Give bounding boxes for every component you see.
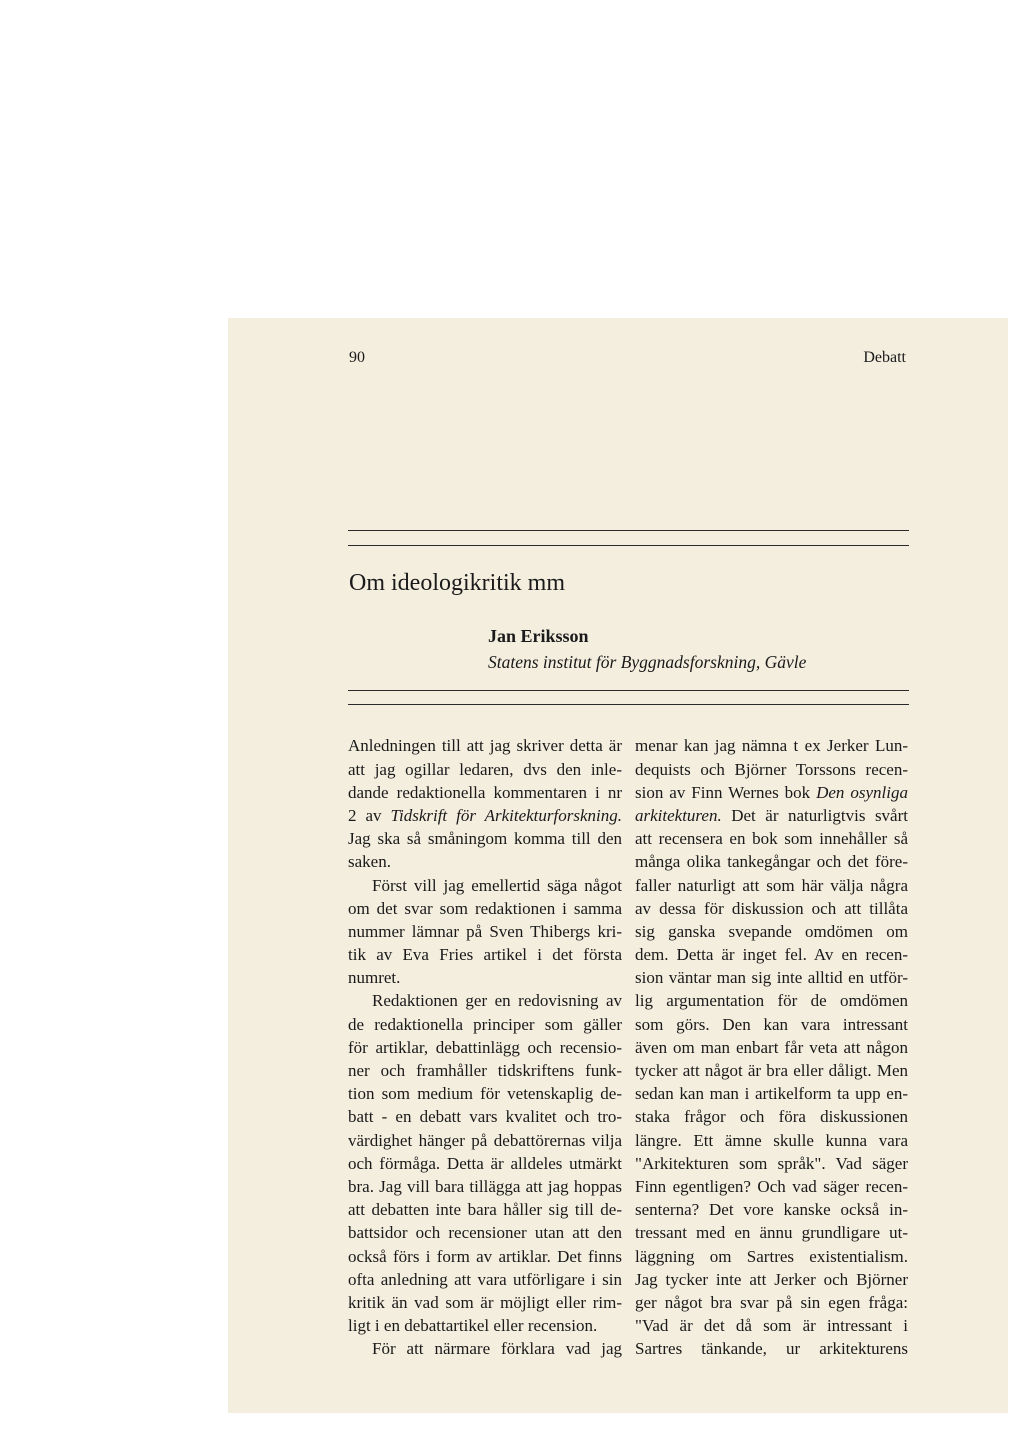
text-line: att recensera en bok som innehåller så	[635, 829, 908, 849]
text-line: läggning om Sartres existentialism.	[635, 1246, 908, 1266]
text-line: för artiklar, debattinlägg och recensio-	[348, 1037, 622, 1057]
page-number: 90	[349, 349, 365, 366]
text-line: För att närmare förklara vad jag	[372, 1339, 622, 1359]
text-line: tycker att något är bra eller dåligt. Men	[635, 1061, 908, 1081]
text-line: bra. Jag vill bara tillägga att jag hoppas	[348, 1176, 622, 1196]
text-line: ner och framhåller tidskriftens funk-	[348, 1061, 622, 1081]
text-line: Sartres tänkande, ur arkitekturens	[635, 1339, 908, 1359]
body-column-right	[635, 734, 908, 1360]
text-line	[635, 781, 908, 804]
paragraph	[348, 874, 622, 990]
text-line: numret.	[348, 968, 401, 988]
text-line	[348, 804, 622, 827]
paragraph	[348, 989, 622, 1337]
text-line: dequists och Björner Torssons recen-	[635, 759, 908, 779]
text-line: senterna? Det vore kanske också in-	[635, 1200, 908, 1220]
text-line: sion väntar man sig inte alltid en utför-	[635, 968, 908, 988]
text-line: faller naturligt att som här välja några	[635, 875, 908, 895]
text-line: ofta anledning att vara utförligare i sin	[348, 1269, 622, 1289]
text-line: längre. Ett ämne skulle kunna vara	[635, 1130, 908, 1150]
text-line: också förs i form av artiklar. Det finns	[348, 1246, 622, 1266]
author-affiliation: Statens institut för Byggnadsforskning, Gävle	[488, 652, 807, 672]
text-segment: 2 av	[348, 805, 391, 825]
paragraph	[348, 1337, 622, 1360]
text-line: staka frågor och föra diskussionen	[635, 1107, 908, 1127]
text-line: tik av Eva Fries artikel i det första	[348, 945, 622, 965]
text-line: att jag ogillar ledaren, dvs den inle-	[348, 759, 622, 779]
text-line: kritik än vad som är möjligt eller rim-	[348, 1292, 622, 1312]
text-line	[635, 804, 908, 827]
paragraph	[348, 734, 622, 873]
text-line: Redaktionen ger en redovisning av	[372, 991, 622, 1011]
text-line: tion som medium för vetenskaplig de-	[348, 1084, 622, 1104]
text-line: som görs. Den kan vara intressant	[635, 1014, 908, 1034]
text-line: ger något bra svar på sin egen fråga:	[635, 1292, 908, 1312]
text-line: även om man enbart får veta att någon	[635, 1037, 908, 1057]
text-line: de redaktionella principer som gäller	[348, 1014, 622, 1034]
text-line: lig argumentation för de omdömen	[635, 991, 908, 1011]
text-line: "Vad är det då som är intressant i	[635, 1316, 908, 1336]
text-line: battsidor och recensioner utan att den	[348, 1223, 622, 1243]
text-line: menar kan jag nämna t ex Jerker Lun-	[635, 736, 908, 756]
text-line: Finn egentligen? Och vad säger recen-	[635, 1176, 908, 1196]
rule-bottom-upper	[348, 690, 909, 691]
body-column-left	[348, 734, 622, 1360]
text-line: Först vill jag emellertid säga något	[372, 875, 622, 895]
text-segment: Det är naturligtvis svårt	[721, 805, 908, 825]
text-line: Jag tycker inte att Jerker och Björner	[635, 1269, 908, 1289]
text-line: och förmåga. Detta är alldeles utmärkt	[348, 1153, 622, 1173]
text-line: sig ganska svepande omdömen om	[635, 921, 908, 941]
text-line: dem. Detta är inget fel. Av en recen-	[635, 945, 908, 965]
text-line: av dessa för diskussion och att tillåta	[635, 898, 908, 918]
text-line: nummer lämnar på Sven Thibergs kri-	[348, 921, 622, 941]
text-line: sedan kan man i artikelform ta upp en-	[635, 1084, 908, 1104]
text-line: tressant med en ännu grundligare ut-	[635, 1223, 908, 1243]
text-line: att debatten inte bara håller sig till de-	[348, 1200, 622, 1220]
text-line: Anledningen till att jag skriver detta är	[348, 736, 622, 756]
article-title: Om ideologikritik mm	[349, 570, 565, 596]
text-line: saken.	[348, 852, 391, 872]
rule-top-lower	[348, 545, 909, 546]
italic-text: arkitekturen.	[635, 805, 722, 825]
text-line: dande redaktionella kommentaren i nr	[348, 782, 622, 802]
italic-text: Den osynliga	[816, 782, 908, 802]
text-line: värdighet hänger på debattörernas vilja	[348, 1130, 622, 1150]
text-line: ligt i en debattartikel eller recension.	[348, 1316, 598, 1336]
text-line: "Arkitekturen som språk". Vad säger	[635, 1153, 908, 1173]
article-author: Jan Eriksson	[488, 626, 589, 646]
rule-bottom-lower	[348, 704, 909, 705]
text-line: batt - en debatt vars kvalitet och tro-	[348, 1107, 622, 1127]
section-label: Debatt	[863, 349, 906, 366]
rule-top-upper	[348, 530, 909, 531]
text-line: om det svar som redaktionen i samma	[348, 898, 622, 918]
italic-text: Tidskrift för Arkitekturforskning.	[390, 805, 622, 825]
text-line: Jag ska så småningom komma till den	[348, 829, 622, 849]
paragraph	[635, 734, 908, 1360]
running-head	[349, 349, 906, 367]
text-segment: sion av Finn Wernes bok	[635, 782, 817, 802]
text-line: många olika tankegångar och det före-	[635, 852, 908, 872]
